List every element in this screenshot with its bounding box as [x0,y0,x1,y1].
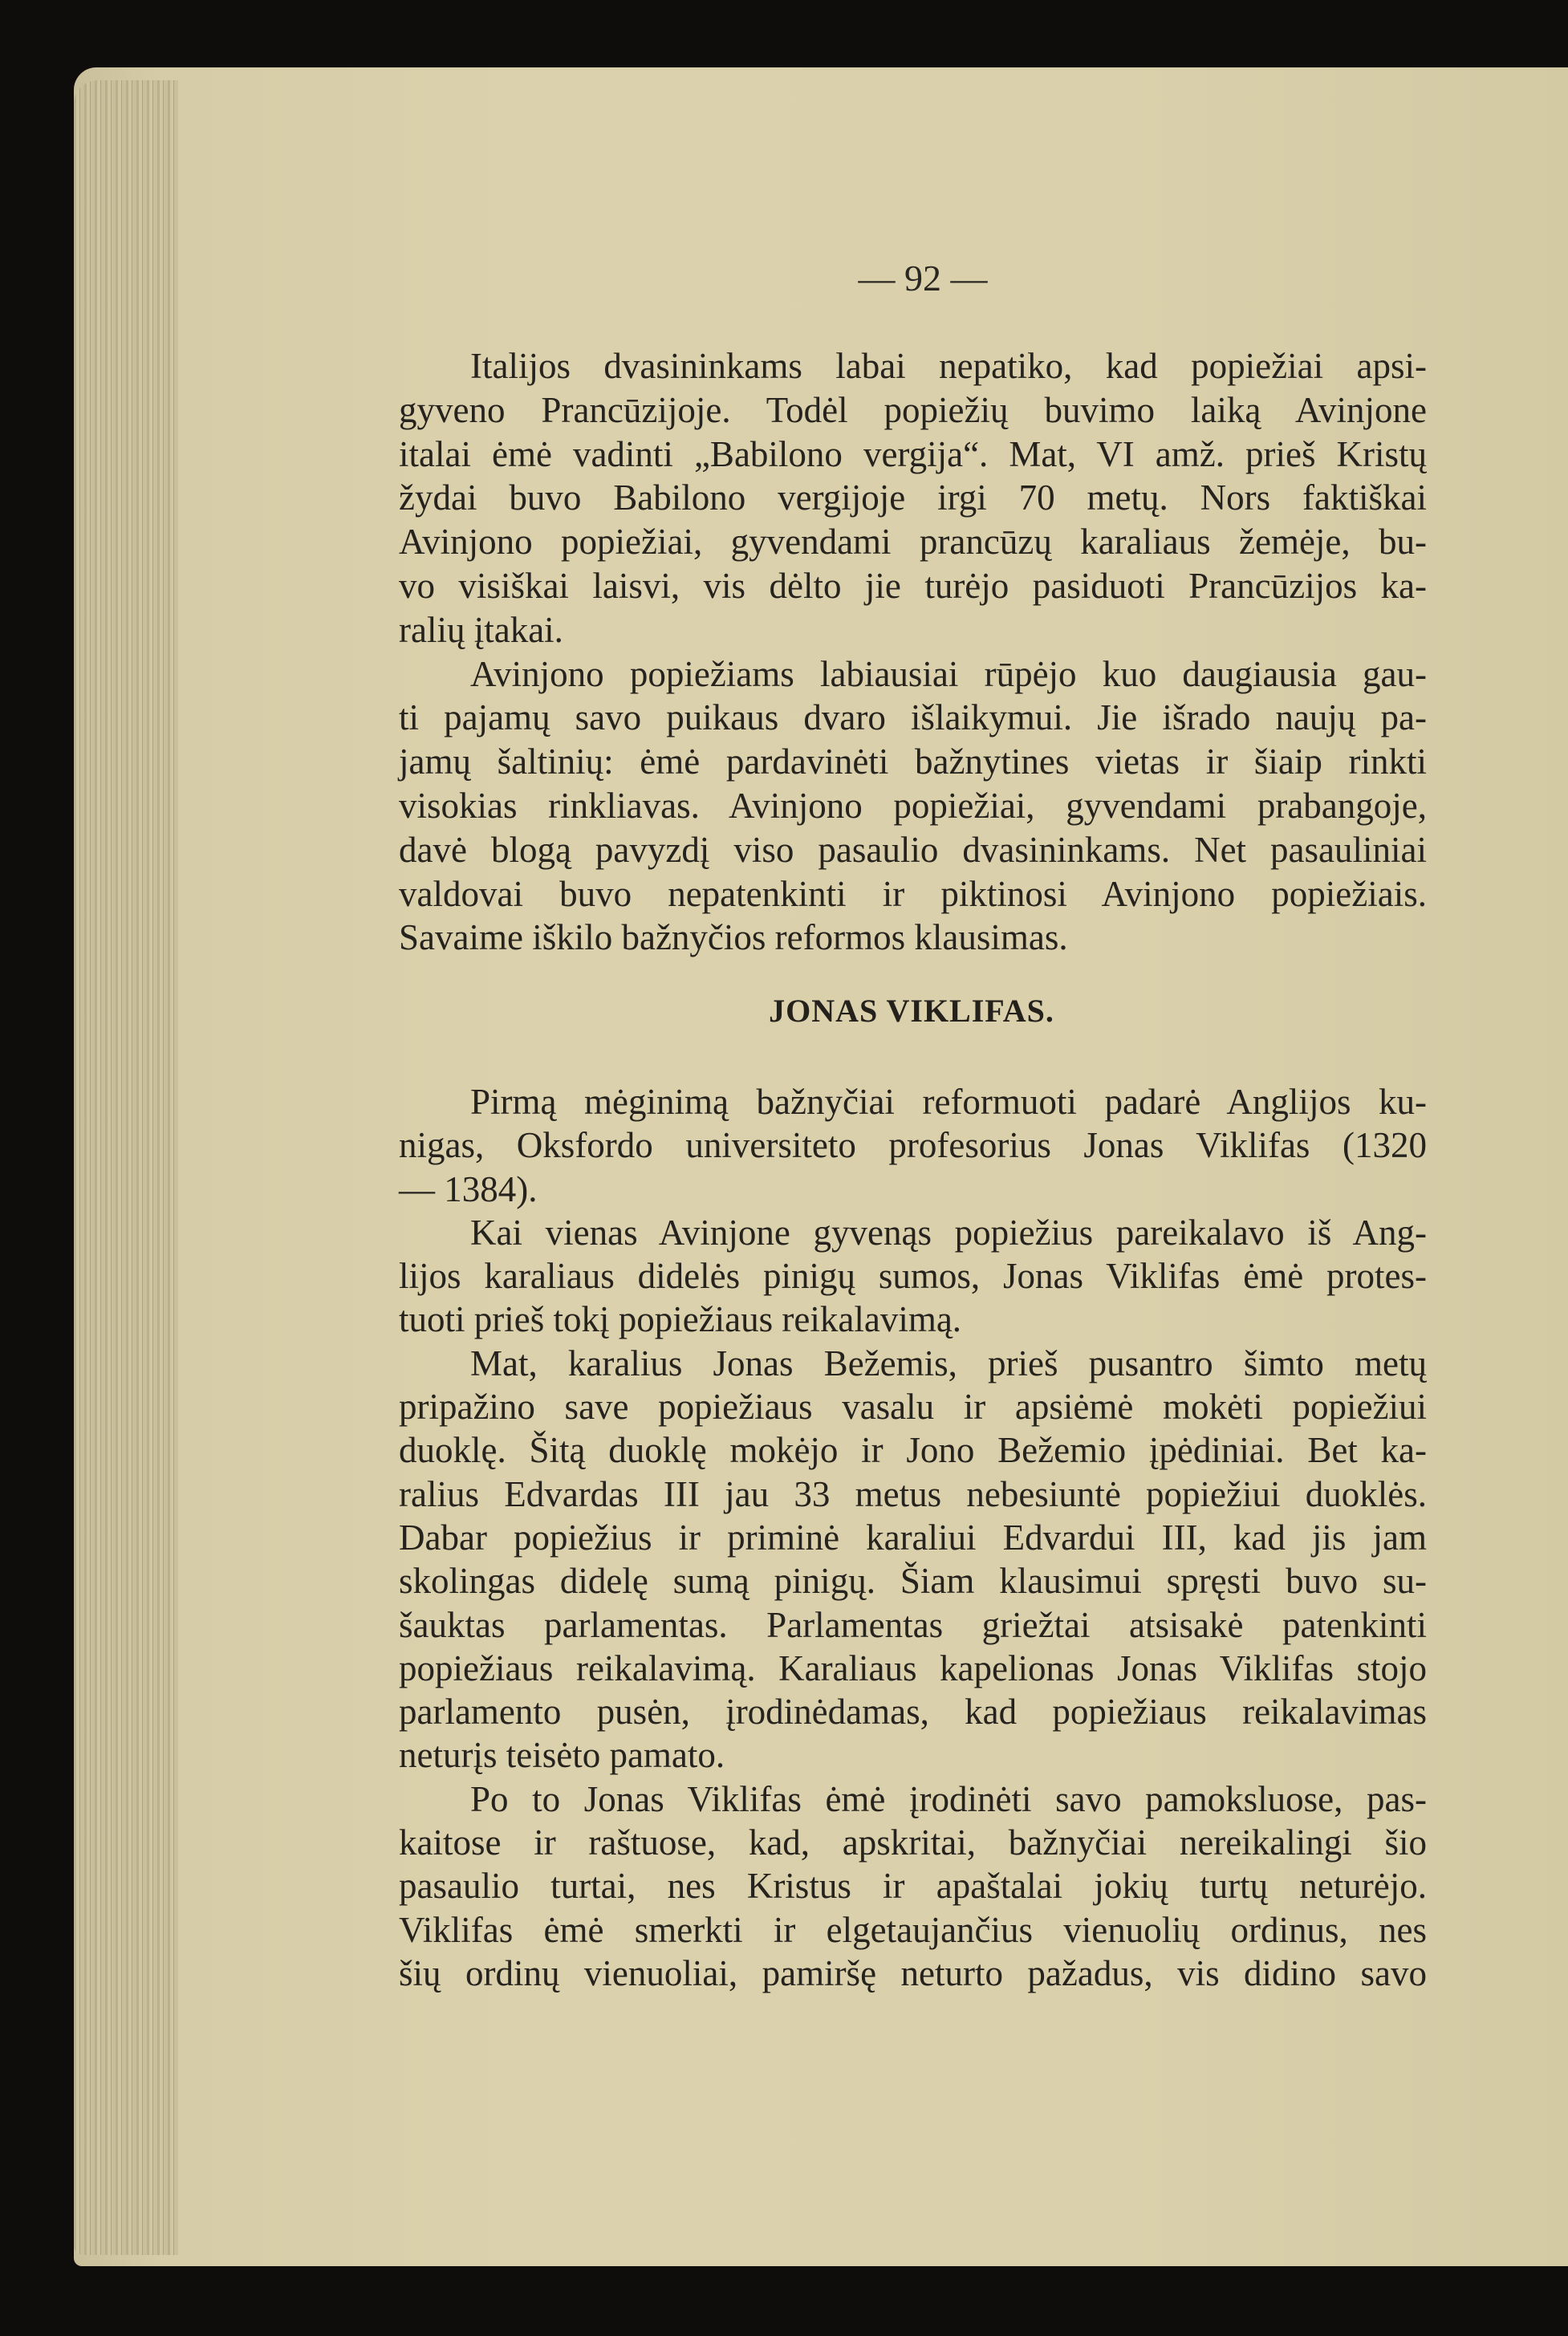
text-line: italai ėmė vadinti „Babilono vergija“. Mat, VI amž. prieš Kristų [399,433,1427,474]
text-line: Avinjono popiežiai, gyvendami prancūzų karaliaus žemėje, bu- [399,522,1427,563]
text-line: duoklę. Šitą duoklę mokėjo ir Jono Bežemio įpėdiniai. Bet ka- [399,1430,1427,1471]
text-line: šauktas parlamentas. Parlamentas griežtai atsisakė patenkinti [399,1604,1427,1645]
section-heading: JONAS VIKLIFAS. [769,993,1054,1029]
text-line: žydai buvo Babilono vergijoje irgi 70 metų. Nors faktiškai [399,477,1427,518]
text-line: neturįs teisėto pamato. [399,1735,725,1776]
text-line: vo visiškai laisvi, vis dėlto jie turėjo pasiduoti Prancūzijos ka- [399,565,1427,606]
text-line: Italijos dvasininkams labai nepatiko, kad popiežiai apsi- [470,346,1427,386]
text-line: Pirmą mėginimą bažnyčiai reformuoti padarė Anglijos ku- [470,1082,1427,1122]
text-line: pasaulio turtai, nes Kristus ir apaštalai jokių turtų neturėjo. [399,1866,1427,1907]
text-line: Kai vienas Avinjone gyvenąs popiežius pareikalavo iš Ang- [470,1212,1427,1253]
text-line: Savaime iškilo bažnyčios reformos klausimas. [399,917,1068,958]
text-line: jamų šaltinių: ėmė pardavinėti bažnytines vietas ir šiaip rinkti [399,741,1427,782]
text-section-1 [399,344,1427,960]
text-line: parlamento pusėn, įrodinėdamas, kad popiežiaus reikalavimas [399,1692,1427,1733]
text-line: Avinjono popiežiams labiausiai rūpėjo kuo daugiausia gau- [470,653,1427,694]
text-line: Mat, karalius Jonas Bežemis, prieš pusantro šimto metų [470,1343,1427,1383]
text-line: ralių įtakai. [399,609,563,650]
page-edges [74,80,178,2255]
text-line: skolingas didelę sumą pinigų. Šiam klausimui spręsti buvo su- [399,1561,1427,1602]
text-line: šių ordinų vienuoliai, pamiršę neturto pažadus, vis didino savo [399,1952,1427,1993]
text-line: davė blogą pavyzdį viso pasaulio dvasininkams. Net pasauliniai [399,829,1427,870]
page-number: — 92 — [858,258,988,299]
text-section-2 [399,1080,1427,1995]
text-line: gyveno Prancūzijoje. Todėl popiežių buvimo laiką Avinjone [399,389,1427,430]
text-line: lijos karaliaus didelės pinigų sumos, Jonas Viklifas ėmė protes- [399,1256,1427,1297]
text-line: Dabar popiežius ir priminė karaliui Edvardui III, kad jis jam [399,1517,1427,1558]
text-line: pripažino save popiežiaus vasalu ir apsiėmė mokėti popiežiui [399,1387,1427,1428]
text-line: ralius Edvardas III jau 33 metus nebesiuntė popiežiui duoklės. [399,1473,1427,1514]
text-line: ti pajamų savo puikaus dvaro išlaikymui. Jie išrado naujų pa- [399,697,1427,738]
text-line: valdovai buvo nepatenkinti ir piktinosi Avinjono popiežiais. [399,873,1427,914]
text-line: nigas, Oksfordo universiteto profesorius Jonas Viklifas (1320 [399,1125,1427,1166]
text-line: kaitose ir raštuose, kad, apskritai, bažnyčiai nereikalingi šio [399,1822,1427,1863]
text-line: Viklifas ėmė smerkti ir elgetaujančius vienuolių ordinus, nes [399,1909,1427,1950]
text-line: popiežiaus reikalavimą. Karaliaus kapelionas Jonas Viklifas stojo [399,1647,1427,1688]
text-line: — 1384). [399,1168,538,1209]
text-line: visokias rinkliavas. Avinjono popiežiai, gyvendami prabangoje, [399,785,1427,826]
text-line: tuoti prieš tokį popiežiaus reikalavimą. [399,1299,962,1340]
text-line: Po to Jonas Viklifas ėmė įrodinėti savo pamoksluose, pas- [470,1778,1427,1819]
